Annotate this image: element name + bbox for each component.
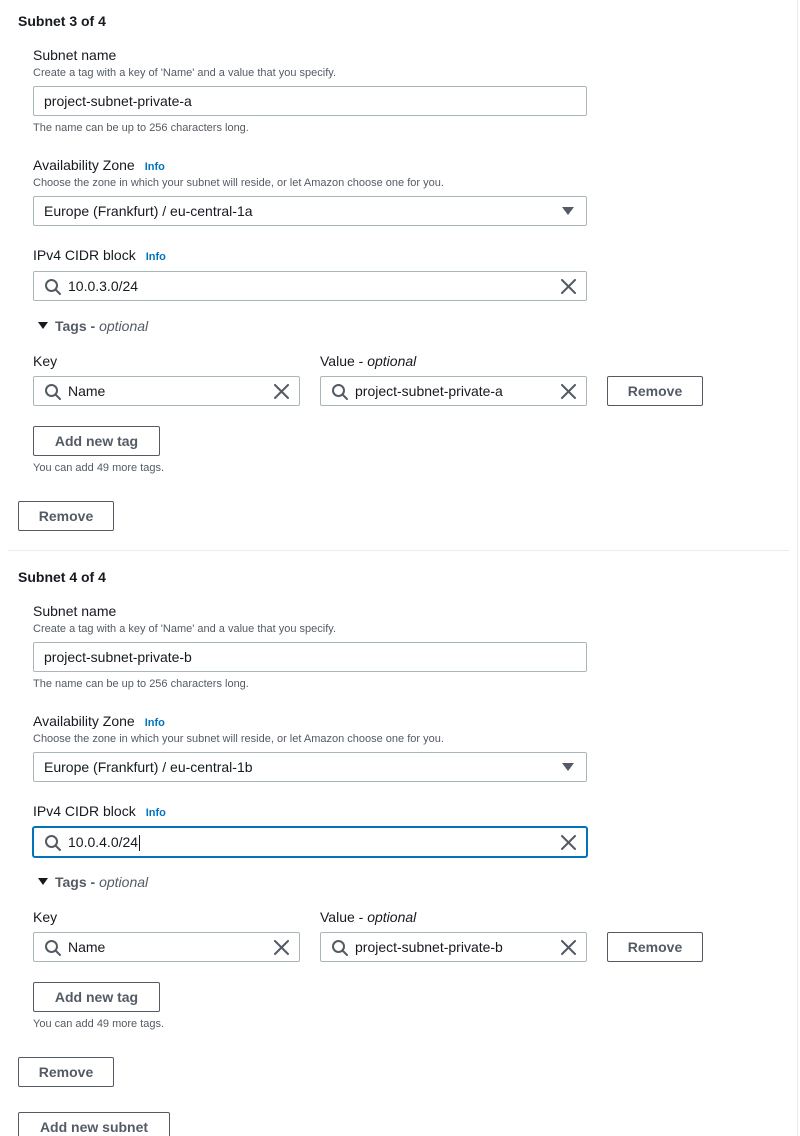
availability-zone-info-link[interactable]: Info [144, 161, 165, 173]
remove-tag-button[interactable]: Remove [607, 376, 703, 406]
cidr-label [33, 803, 166, 819]
tag-value-value: project-subnet-private-a [355, 383, 503, 399]
caret-down-icon [562, 763, 574, 771]
tag-value-header-optional: optional [367, 909, 417, 925]
tags-expand-toggle[interactable] [38, 874, 148, 890]
subnet-name-help: The name can be up to 256 characters long. [33, 678, 249, 690]
clear-icon[interactable] [274, 384, 289, 399]
search-icon [44, 834, 62, 852]
availability-zone-select[interactable] [33, 196, 587, 226]
clear-icon[interactable] [561, 279, 576, 294]
cidr-label [33, 247, 166, 263]
availability-zone-description: Choose the zone in which your subnet will reside, or let Amazon choose one for you. [33, 177, 444, 189]
caret-down-icon [562, 207, 574, 215]
subnet-title: Subnet 3 of 4 [18, 13, 106, 29]
subnet-name-input[interactable]: project-subnet-private-b [33, 642, 587, 672]
page-right-border [797, 0, 798, 1136]
availability-zone-info-link[interactable]: Info [144, 717, 165, 729]
cidr-label-text: IPv4 CIDR block [33, 247, 136, 263]
tags-label: Tags - [55, 874, 96, 890]
text-cursor [139, 835, 140, 851]
clear-icon[interactable] [274, 940, 289, 955]
tag-value-header [320, 353, 416, 369]
cidr-value-wrap [68, 828, 140, 856]
tag-value-header-optional: optional [367, 353, 417, 369]
search-icon [331, 939, 349, 957]
clear-icon[interactable] [561, 835, 576, 850]
tag-value-input[interactable] [320, 376, 587, 406]
cidr-input[interactable] [33, 271, 587, 301]
tag-value-header [320, 909, 416, 925]
availability-zone-label [33, 157, 165, 173]
add-new-tag-button[interactable]: Add new tag [33, 982, 160, 1012]
cidr-info-link[interactable]: Info [145, 251, 166, 263]
tags-optional-label: optional [99, 318, 149, 334]
cidr-input[interactable] [33, 827, 587, 857]
availability-zone-label-text: Availability Zone [33, 713, 135, 729]
subnet-name-label: Subnet name [33, 47, 117, 63]
cidr-info-link[interactable]: Info [145, 807, 166, 819]
cidr-value: 10.0.4.0/24 [68, 834, 139, 850]
cidr-value: 10.0.3.0/24 [68, 278, 139, 294]
subnet-name-description: Create a tag with a key of 'Name' and a value that you specify. [33, 623, 336, 635]
tags-label: Tags - [55, 318, 96, 334]
availability-zone-select[interactable] [33, 752, 587, 782]
subnet-name-description: Create a tag with a key of 'Name' and a value that you specify. [33, 67, 336, 79]
availability-zone-label-text: Availability Zone [33, 157, 135, 173]
tag-key-header: Key [33, 909, 58, 925]
search-icon [331, 383, 349, 401]
clear-icon[interactable] [561, 940, 576, 955]
remove-tag-button[interactable]: Remove [607, 932, 703, 962]
subnet-4-section [0, 556, 797, 1112]
subnet-divider [8, 550, 789, 551]
search-icon [44, 939, 62, 957]
expand-triangle-icon [38, 322, 48, 329]
tags-optional-label: optional [99, 874, 149, 890]
subnet-title: Subnet 4 of 4 [18, 569, 106, 585]
tag-key-value: Name [68, 383, 106, 399]
tags-remaining-help: You can add 49 more tags. [33, 1018, 165, 1030]
tag-value-value: project-subnet-private-b [355, 939, 503, 955]
availability-zone-label [33, 713, 165, 729]
tags-expand-toggle[interactable] [38, 318, 148, 334]
remove-subnet-button[interactable]: Remove [18, 501, 114, 531]
tags-remaining-help: You can add 49 more tags. [33, 462, 165, 474]
tag-value-header-text: Value - [320, 909, 364, 925]
search-icon [44, 278, 62, 296]
availability-zone-value: Europe (Frankfurt) / eu-central-1b [44, 759, 253, 775]
expand-triangle-icon [38, 878, 48, 885]
availability-zone-value: Europe (Frankfurt) / eu-central-1a [44, 203, 253, 219]
availability-zone-description: Choose the zone in which your subnet will reside, or let Amazon choose one for you. [33, 733, 444, 745]
tag-value-header-text: Value - [320, 353, 364, 369]
tag-value-input[interactable] [320, 932, 587, 962]
subnet-name-input[interactable]: project-subnet-private-a [33, 86, 587, 116]
tag-key-input[interactable] [33, 932, 300, 962]
tag-key-input[interactable] [33, 376, 300, 406]
subnet-name-label: Subnet name [33, 603, 117, 619]
tag-key-value: Name [68, 939, 106, 955]
search-icon [44, 383, 62, 401]
cidr-label-text: IPv4 CIDR block [33, 803, 136, 819]
add-new-tag-button[interactable]: Add new tag [33, 426, 160, 456]
subnet-3-section [0, 0, 797, 556]
subnet-name-help: The name can be up to 256 characters long. [33, 122, 249, 134]
remove-subnet-button[interactable]: Remove [18, 1057, 114, 1087]
tag-key-header: Key [33, 353, 58, 369]
add-new-subnet-button[interactable]: Add new subnet [18, 1112, 170, 1136]
clear-icon[interactable] [561, 384, 576, 399]
